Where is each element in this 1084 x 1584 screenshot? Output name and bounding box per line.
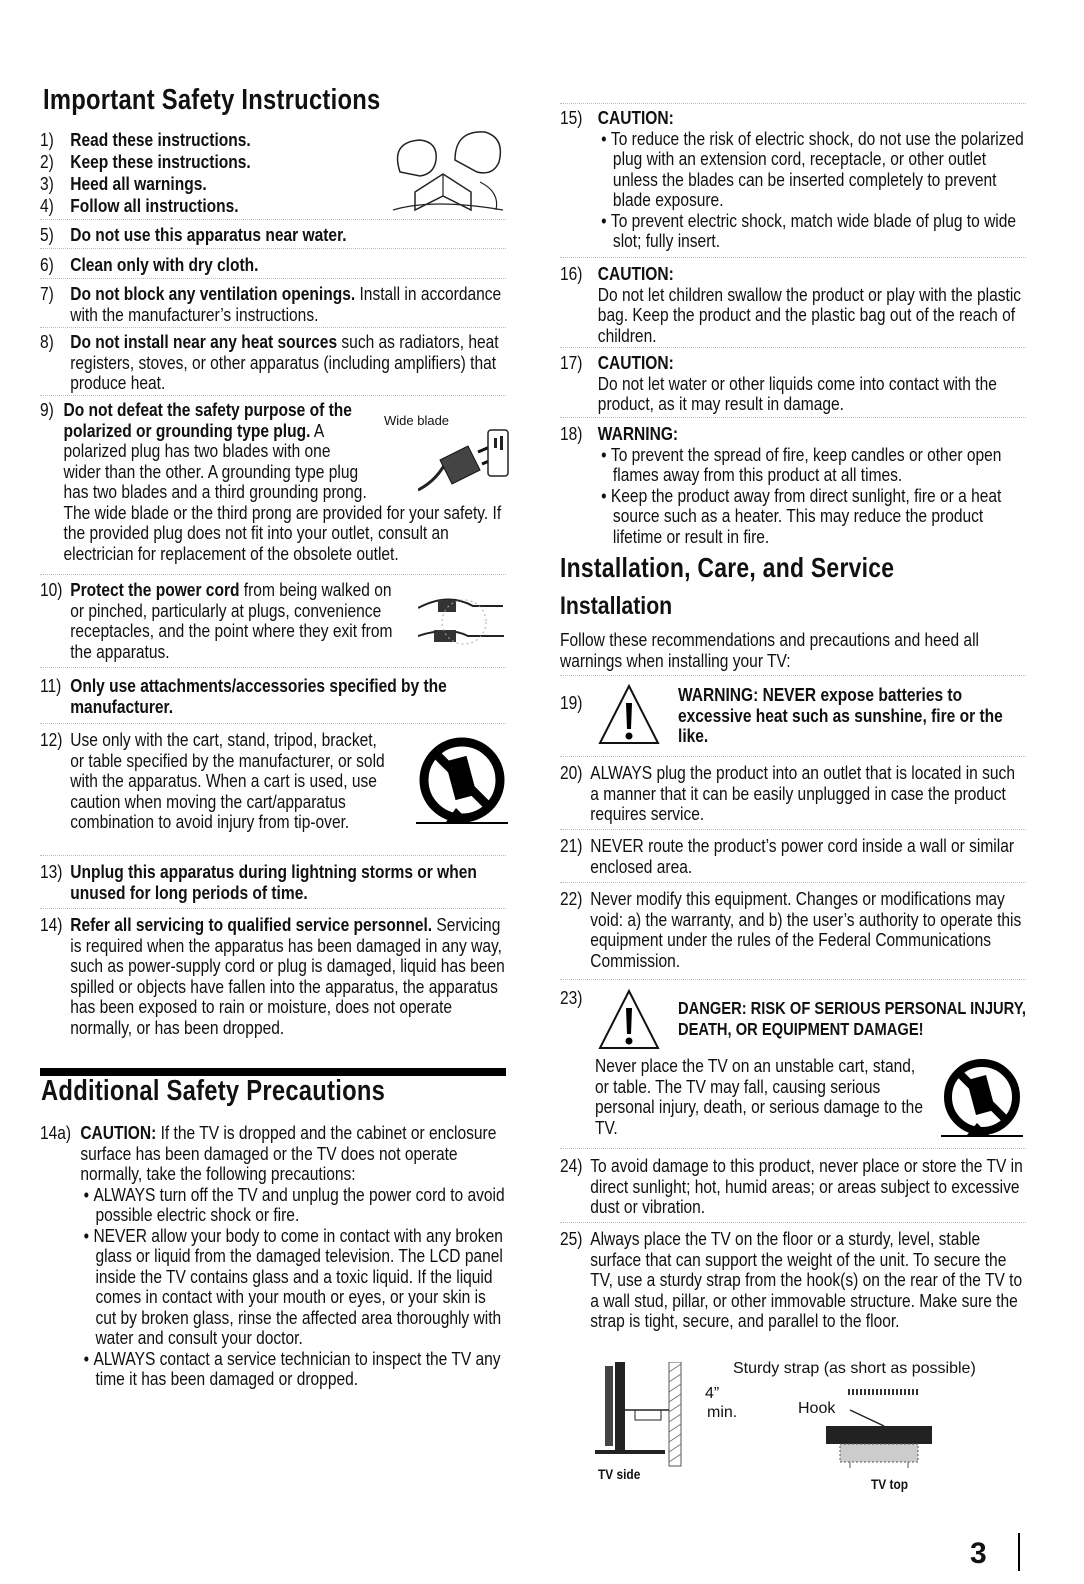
divider (560, 103, 1026, 104)
bullet-item: • ALWAYS turn off the TV and unplug the power cord to avoid possible electric shock or fire. (83, 1183, 505, 1225)
tv-side-label: TV side (598, 1466, 641, 1482)
divider (40, 327, 506, 328)
divider (40, 667, 506, 668)
bullet-item: • NEVER allow your body to come in contact with any broken glass or liquid from the damaged television. The LCD panel inside the TV contains glass and a toxic liquid. If the liquid comes in contact with your mouth or eyes, or your skin is cut by broken glass, rinse the affected area thoroughly with water and consult your doctor. (83, 1224, 503, 1348)
list-item: 12) Use only with the cart, stand, tripod, bracket, or table specified by the manufacturer, or sold with the apparatus. When a cart is used, use caution when moving the cart/apparatus combination to avoid injury from tip-over. (40, 729, 385, 832)
min-label-bottom: min. (707, 1404, 738, 1421)
tv-top-label: TV top (871, 1476, 909, 1492)
item-number: 23) (560, 987, 583, 1008)
list-item: 14) Refer all servicing to qualified service personnel. Servicing is required when the apparatus has been damaged in any way, such as power-supply cord or plug is damaged, liquid has been spilled or objects have fallen into the apparatus, the apparatus has been exposed to rain or moisture, does not operate normally, or has been dropped. (40, 914, 505, 1038)
list-item-22: 22) Never modify this equipment. Changes or modifications may void: a) the warranty, and b) the user’s authority to operate this equipment under the rules of the Federal Communications Commission. (560, 888, 1022, 971)
list-item: 9) Do not defeat the safety purpose of the polarized or grounding type plug. A polarized plug has two blades with one wider than the other. A grounding type plug has two blades and a third grounding prong. The wide blade or the third prong are provided for your safety. If the provided plug does not fit into your outlet, consult an electrician for replacement of the obsolete outlet. (40, 400, 506, 564)
danger-text: DANGER: RISK OF SERIOUS PERSONAL INJURY, DEATH, OR EQUIPMENT DAMAGE! (678, 998, 1026, 1039)
divider (560, 675, 1026, 676)
divider (560, 1148, 1026, 1149)
list-item-17: 17) CAUTION: Do not let water or other liquids come into contact with the product, as it may result in damage. (560, 352, 997, 414)
cart-tipover-warning-icon (941, 1057, 1023, 1141)
divider (40, 908, 506, 909)
list-item-18: 18) WARNING: • To prevent the spread of fire, keep candles or other open flames away from this product at all times. • Keep the product away from direct sunlight, fire or a heat source such as a heater. This may reduce the product lifetime or result in fire. (560, 424, 1026, 547)
list-item-14a: 14a) CAUTION: If the TV is dropped and the cabinet or enclosure surface has been damaged or the TV does not operate normally, take the following precautions: • ALWAYS turn off the TV and unplug the power cord to avoid possible electric shock or fire. • NEVER allow your body to come in contact with any broken glass or liquid from the damaged television. The LCD panel inside the TV contains glass and a toxic liquid. If the liquid comes in contact with your mouth or eyes, or your skin is cut by broken glass, rinse the affected area thoroughly with water and consult your doctor. • ALWAYS contact a service technician to inspect the TV any time it has been damaged or dropped. (40, 1122, 505, 1389)
bullet-item: • To reduce the risk of electric shock, do not use the polarized plug with an extension cord, receptacle, or other outlet unless the blades can be inserted completely to prevent blade exposure. (601, 127, 1024, 210)
list-item: 6) Clean only with dry cloth. (40, 254, 259, 275)
warning-triangle-icon (598, 988, 660, 1052)
intro-paragraph: Follow these recommendations and precautions and heed all warnings when installing your TV: (560, 629, 979, 671)
list-item: 4) Follow all instructions. (40, 195, 239, 216)
list-item: 3) Heed all warnings. (40, 173, 207, 194)
list-item-24: 24) To avoid damage to this product, never place or store the TV in direct sunlight; hot, humid areas; or areas subject to excessive dust or vibration. (560, 1155, 1023, 1217)
min-label-top: 4” (705, 1385, 720, 1402)
page-number-rule (1018, 1533, 1020, 1571)
list-item-20: 20) ALWAYS plug the product into an outlet that is located in such a manner that it can be easily unplugged in case the product requires service. (560, 762, 1015, 824)
bullet-item: • ALWAYS contact a service technician to inspect the TV any time it has been damaged or dropped. (83, 1347, 501, 1389)
page-number: 3 (970, 1537, 987, 1570)
list-item: 11) Only use attachments/accessories specified by the manufacturer. (40, 675, 447, 717)
list-item: 10) Protect the power cord from being walked on or pinched, particularly at plugs, convenience receptacles, and the point where they exit from the apparatus. (40, 579, 393, 662)
list-item-25: 25) Always place the TV on the floor or a sturdy, level, stable surface that can support the weight of the unit. To secure the TV, use a sturdy strap from the hook(s) on the rear of the TV to a wall stud, pillar, or other immovable structure. Make sure the strap is tight, secure, and parallel to the floor. (560, 1228, 1023, 1331)
item-number: 19) (560, 692, 583, 713)
list-item: 8) Do not install near any heat sources such as radiators, heat registers, stoves, or other apparatus (including amplifiers) that produce heat. (40, 331, 499, 393)
divider (40, 219, 506, 220)
list-item: 7) Do not block any ventilation openings. Install in accordance with the manufacturer’s instructions. (40, 283, 502, 325)
section-title-important-safety: Important Safety Instructions (43, 84, 381, 116)
divider (40, 278, 506, 279)
hook-label: Hook (798, 1400, 836, 1417)
divider (560, 829, 1026, 830)
divider (560, 417, 1026, 418)
list-item-21: 21) NEVER route the product’s power cord inside a wall or similar enclosed area. (560, 835, 1015, 877)
divider (560, 347, 1026, 348)
list-item-16: 16) CAUTION: Do not let children swallow the product or play with the plastic bag. Keep the product and the plastic bag out of the reach of children. (560, 263, 1022, 346)
danger-body: Never place the TV on an unstable cart, stand, or table. The TV may fall, causing serious personal injury, death, or serious damage to the TV. (595, 1055, 923, 1138)
list-item: 13) Unplug this apparatus during lightning storms or when unused for long periods of time. (40, 861, 477, 903)
divider (560, 979, 1026, 980)
section-title-installation-care-service: Installation, Care, and Service (560, 552, 895, 583)
list-item: 2) Keep these instructions. (40, 151, 251, 172)
cart-tipover-warning-icon (416, 736, 508, 830)
divider (40, 395, 506, 396)
list-item-15: 15) CAUTION: • To reduce the risk of electric shock, do not use the polarized plug with an extension cord, receptacle, or other outlet unless the blades can be inserted completely to prevent blade exposure. • To prevent electric shock, match wide blade of plug to wide slot; fully insert. (560, 108, 1026, 252)
warning-text: WARNING: NEVER expose batteries to excessive heat such as sunshine, fire or the like. (678, 684, 1003, 746)
divider (560, 756, 1026, 757)
power-cord-illustration (418, 586, 508, 658)
divider (560, 1222, 1026, 1223)
divider (40, 248, 506, 249)
divider (560, 882, 1026, 883)
divider (560, 257, 1026, 258)
subsection-title-installation: Installation (560, 592, 673, 620)
tv-side-strap-diagram (595, 1362, 695, 1470)
list-item: 5) Do not use this apparatus near water. (40, 224, 347, 245)
wide-blade-label: Wide blade (384, 413, 450, 428)
strap-label: Sturdy strap (as short as possible) (733, 1360, 976, 1377)
bullet-item: • Keep the product away from direct sunlight, fire or a heat source such as a heater. This may reduce the product lifetime or result in fire. (601, 484, 1002, 547)
bullet-item: • To prevent electric shock, match wide blade of plug to wide slot; fully insert. (601, 209, 1017, 251)
divider (40, 574, 506, 575)
section-title-additional-precautions: Additional Safety Precautions (41, 1075, 386, 1107)
warning-triangle-icon (598, 683, 660, 747)
reading-people-illustration (385, 122, 510, 214)
divider (40, 723, 506, 724)
list-item: 1) Read these instructions. (40, 129, 251, 150)
tv-top-strap-diagram (800, 1388, 940, 1476)
divider (40, 855, 506, 856)
polarized-plug-illustration (418, 420, 510, 500)
bullet-item: • To prevent the spread of fire, keep candles or other open flames away from this product at all times. (601, 443, 1002, 485)
